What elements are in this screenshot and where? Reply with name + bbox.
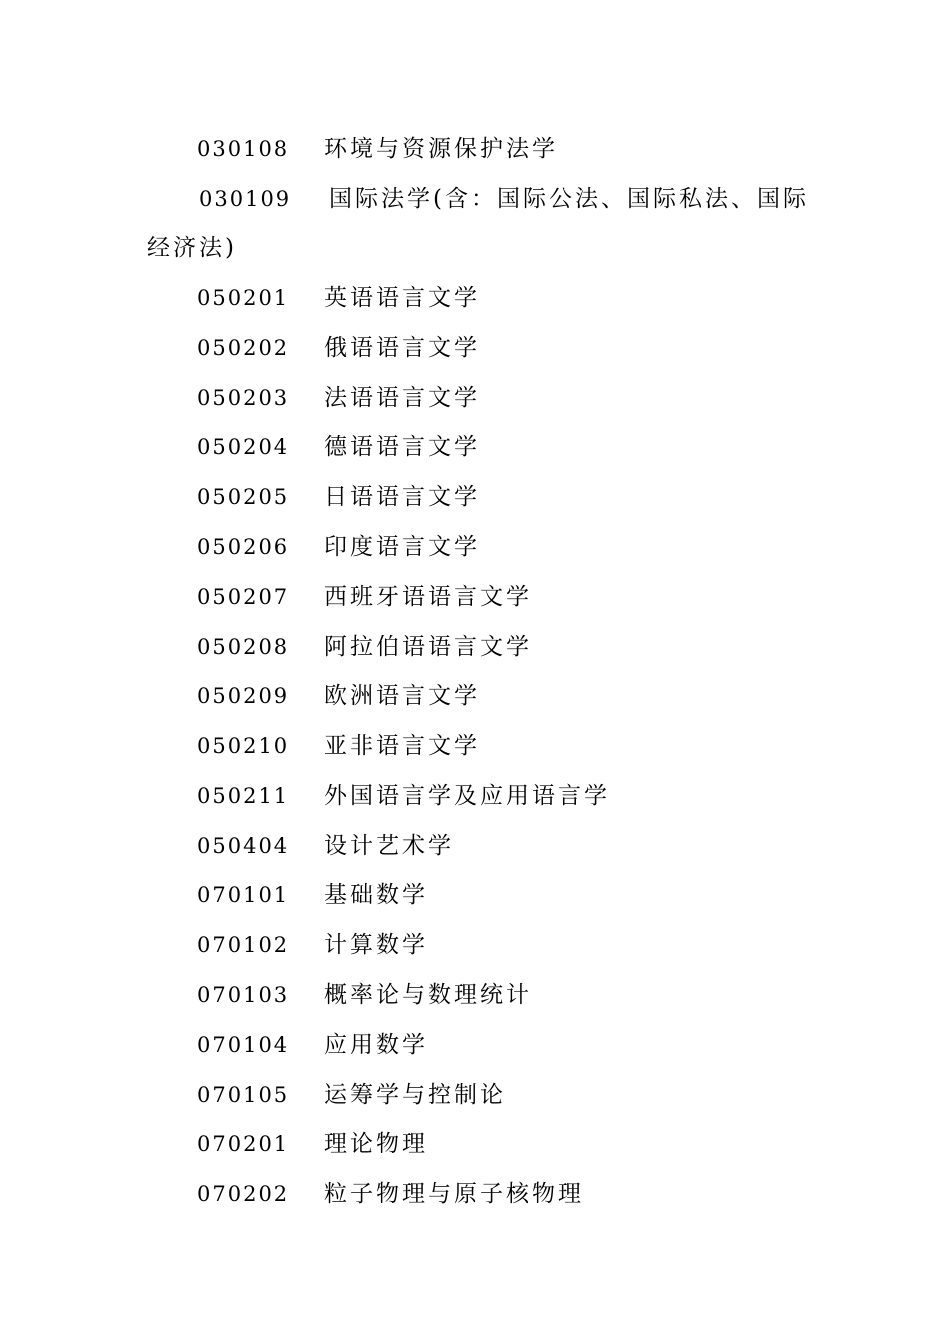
discipline-name: 德语语言文学: [324, 434, 480, 460]
discipline-code: 050203: [197, 386, 290, 410]
discipline-name: 基础数学: [324, 882, 428, 908]
discipline-code: 050204: [197, 435, 290, 459]
discipline-code: 030108: [197, 137, 290, 161]
discipline-code: 070102: [197, 933, 290, 957]
discipline-code: 050210: [197, 734, 290, 758]
discipline-code: 070105: [197, 1083, 290, 1107]
discipline-name: 欧洲语言文学: [324, 683, 480, 709]
discipline-name: 环境与资源保护法学: [324, 136, 558, 162]
discipline-name: 印度语言文学: [324, 534, 480, 560]
discipline-name: 粒子物理与原子核物理: [324, 1181, 584, 1207]
discipline-name: 理论物理: [324, 1131, 428, 1157]
discipline-code: 050201: [197, 286, 290, 310]
discipline-code: 050202: [197, 336, 290, 360]
discipline-code: 070103: [197, 983, 290, 1007]
discipline-name: 计算数学: [324, 932, 428, 958]
discipline-name: 日语语言文学: [324, 484, 480, 510]
discipline-name: 西班牙语语言文学: [324, 584, 532, 610]
discipline-name-continuation: 经济法): [147, 235, 237, 261]
discipline-code: 030109: [199, 187, 292, 211]
discipline-code: 070201: [197, 1132, 290, 1156]
discipline-name: 外国语言学及应用语言学: [324, 783, 610, 809]
discipline-code: 050404: [197, 834, 290, 858]
discipline-code: 050205: [197, 485, 290, 509]
discipline-name: 法语语言文学: [324, 385, 480, 411]
discipline-code: 050206: [197, 535, 290, 559]
discipline-name: 设计艺术学: [324, 833, 454, 859]
discipline-name: 阿拉伯语语言文学: [324, 634, 532, 660]
discipline-code: 070202: [197, 1182, 290, 1206]
discipline-code: 050207: [197, 585, 290, 609]
discipline-code: 050211: [197, 784, 290, 808]
discipline-name: 应用数学: [324, 1032, 428, 1058]
discipline-code: 050208: [197, 635, 290, 659]
discipline-name: 概率论与数理统计: [324, 982, 532, 1008]
discipline-name: 国际法学(含：国际公法、国际私法、国际: [329, 186, 809, 212]
discipline-name: 英语语言文学: [324, 285, 480, 311]
discipline-name: 亚非语言文学: [324, 733, 480, 759]
discipline-name: 俄语语言文学: [324, 335, 480, 361]
discipline-name: 运筹学与控制论: [324, 1082, 506, 1108]
discipline-code: 050209: [197, 684, 290, 708]
discipline-code: 070101: [197, 883, 290, 907]
discipline-code: 070104: [197, 1033, 290, 1057]
